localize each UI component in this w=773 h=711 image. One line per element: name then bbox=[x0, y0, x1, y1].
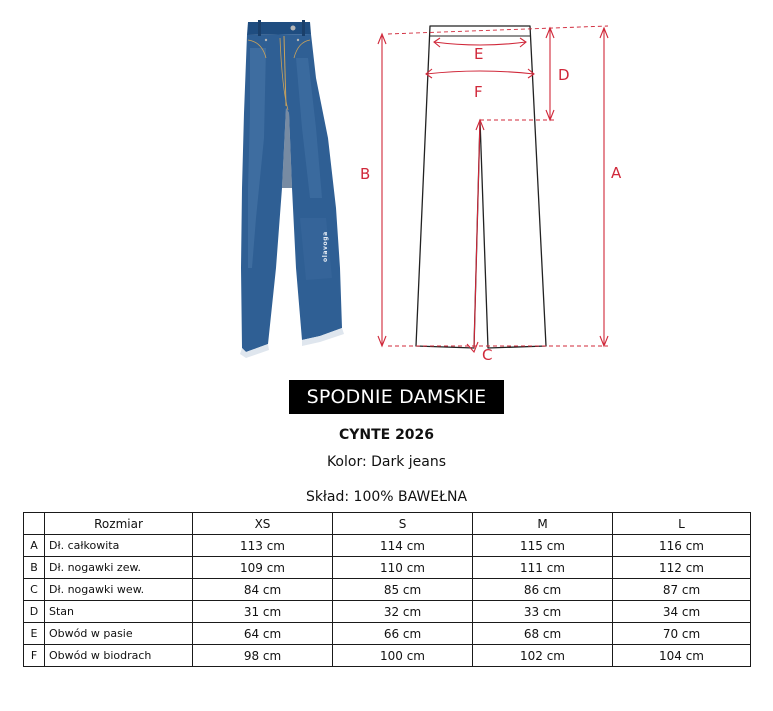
dimension-label-e: E bbox=[474, 45, 484, 63]
measurement-name: Dł. nogawki zew. bbox=[45, 557, 193, 579]
header-size-m: M bbox=[473, 513, 613, 535]
value-cell: 34 cm bbox=[613, 601, 751, 623]
value-cell: 114 cm bbox=[333, 535, 473, 557]
table-row bbox=[24, 601, 751, 623]
value-cell: 100 cm bbox=[333, 645, 473, 667]
size-table bbox=[23, 512, 751, 667]
product-title: SPODNIE DAMSKIE bbox=[289, 380, 504, 414]
value-cell: 113 cm bbox=[193, 535, 333, 557]
measurement-name: Obwód w biodrach bbox=[45, 645, 193, 667]
measurement-name: Obwód w pasie bbox=[45, 623, 193, 645]
dimension-label-b: B bbox=[360, 165, 371, 183]
value-cell: 104 cm bbox=[613, 645, 751, 667]
value-cell: 102 cm bbox=[473, 645, 613, 667]
table-row bbox=[24, 623, 751, 645]
value-cell: 33 cm bbox=[473, 601, 613, 623]
value-cell: 66 cm bbox=[333, 623, 473, 645]
value-cell: 112 cm bbox=[613, 557, 751, 579]
model-name: CYNTE 2026 bbox=[338, 427, 435, 443]
value-cell: 32 cm bbox=[333, 601, 473, 623]
measurement-name: Dł. całkowita bbox=[45, 535, 193, 557]
row-letter: B bbox=[24, 557, 45, 579]
header-size-s: S bbox=[333, 513, 473, 535]
value-cell: 84 cm bbox=[193, 579, 333, 601]
value-cell: 87 cm bbox=[613, 579, 751, 601]
value-cell: 116 cm bbox=[613, 535, 751, 557]
measurement-diagram bbox=[368, 14, 638, 374]
row-letter: E bbox=[24, 623, 45, 645]
header-empty-cell bbox=[24, 513, 45, 535]
measurement-name: Dł. nogawki wew. bbox=[45, 579, 193, 601]
measurement-name: Stan bbox=[45, 601, 193, 623]
value-cell: 111 cm bbox=[473, 557, 613, 579]
table-row bbox=[24, 579, 751, 601]
value-cell: 86 cm bbox=[473, 579, 613, 601]
dimension-label-d: D bbox=[558, 66, 570, 84]
header-size-xs: XS bbox=[193, 513, 333, 535]
jeans-photo bbox=[236, 18, 348, 358]
row-letter: C bbox=[24, 579, 45, 601]
table-row bbox=[24, 645, 751, 667]
table-row bbox=[24, 535, 751, 557]
size-table-header-row bbox=[24, 513, 751, 535]
value-cell: 85 cm bbox=[333, 579, 473, 601]
header-size-label: Rozmiar bbox=[45, 513, 193, 535]
color-info: Kolor: Dark jeans bbox=[326, 454, 447, 470]
value-cell: 98 cm bbox=[193, 645, 333, 667]
jeans-photo-illustration bbox=[236, 18, 348, 358]
value-cell: 64 cm bbox=[193, 623, 333, 645]
row-letter: A bbox=[24, 535, 45, 557]
value-cell: 31 cm bbox=[193, 601, 333, 623]
dimension-label-f: F bbox=[474, 83, 483, 101]
value-cell: 68 cm bbox=[473, 623, 613, 645]
value-cell: 109 cm bbox=[193, 557, 333, 579]
brand-mark: olavoga bbox=[322, 231, 329, 262]
value-cell: 70 cm bbox=[613, 623, 751, 645]
row-letter: F bbox=[24, 645, 45, 667]
table-row bbox=[24, 557, 751, 579]
value-cell: 115 cm bbox=[473, 535, 613, 557]
composition-info: Skład: 100% BAWEŁNA bbox=[305, 489, 468, 505]
dimension-label-c: C bbox=[482, 346, 493, 364]
row-letter: D bbox=[24, 601, 45, 623]
jeans-outline-drawing bbox=[368, 14, 638, 374]
dimension-label-a: A bbox=[611, 164, 622, 182]
header-size-l: L bbox=[613, 513, 751, 535]
value-cell: 110 cm bbox=[333, 557, 473, 579]
